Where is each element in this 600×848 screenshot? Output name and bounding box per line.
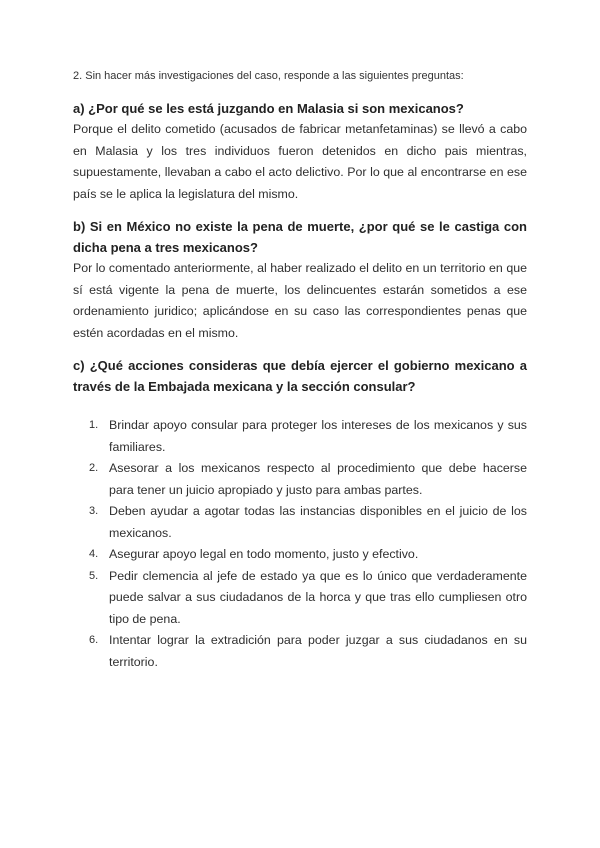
- document-page: [73, 68, 527, 673]
- question-c-heading: c) ¿Qué acciones consideras que debía ejercer el gobierno mexicano a través de la Embajada mexicana y la sección consular?: [73, 358, 527, 394]
- list-item-text: Pedir clemencia al jefe de estado ya que es lo único que verdaderamente puede salvar a sus ciudadanos de la horca y que tras ello cumpliesen otro tipo de pena.: [109, 568, 527, 626]
- question-b-heading: b) Si en México no existe la pena de muerte, ¿por qué se le castiga con dicha pena a tres mexicanos?: [73, 219, 527, 255]
- list-item: [73, 566, 527, 631]
- actions-list: [73, 415, 527, 673]
- list-item-text: Deben ayudar a agotar todas las instancias disponibles en el juicio de los mexicanos.: [109, 504, 527, 540]
- question-block-b: [73, 216, 527, 344]
- list-item-text: Brindar apoyo consular para proteger los intereses de los mexicanos y sus familiares.: [109, 418, 527, 454]
- list-item-number: 2.: [89, 462, 99, 474]
- list-item-number: 1.: [89, 419, 99, 431]
- answer-a-text: Porque el delito cometido (acusados de fabricar metanfetaminas) se llevó a cabo en Malasia y los tres individuos fueron detenidos en dicho pais mientras, supuestamente, llevaban a cabo el acto delictivo. Por lo que al encontrarse en ese país se le aplica la legislatura del mismo.: [73, 122, 527, 201]
- question-a-heading: a) ¿Por qué se les está juzgando en Malasia si son mexicanos?: [73, 101, 464, 116]
- list-item-number: 3.: [89, 505, 99, 517]
- list-item-number: 6.: [89, 634, 99, 646]
- list-item: [73, 415, 527, 458]
- answer-b-text: Por lo comentado anteriormente, al haber realizado el delito en un territorio en que sí está vigente la pena de muerte, los delincuentes estarán sometidos a ese ordenamiento juridico; aplicándose en su caso las correspondientes penas que estén acordadas en el mismo.: [73, 261, 527, 340]
- question-block-a: [73, 98, 527, 205]
- question-block-c: [73, 355, 527, 673]
- list-item: [73, 544, 527, 566]
- list-item-text: Intentar lograr la extradición para poder juzgar a sus ciudadanos en su territorio.: [109, 633, 527, 669]
- list-item-number: 4.: [89, 548, 99, 560]
- list-item: [73, 458, 527, 501]
- list-item: [73, 501, 527, 544]
- list-item-text: Asegurar apoyo legal en todo momento, justo y efectivo.: [109, 547, 419, 561]
- intro-text: 2. Sin hacer más investigaciones del caso, responde a las siguientes preguntas:: [73, 70, 464, 82]
- list-item-text: Asesorar a los mexicanos respecto al procedimiento que debe hacerse para tener un juicio apropiado y justo para ambas partes.: [109, 461, 527, 497]
- list-item-number: 5.: [89, 569, 99, 582]
- list-item: [73, 630, 527, 673]
